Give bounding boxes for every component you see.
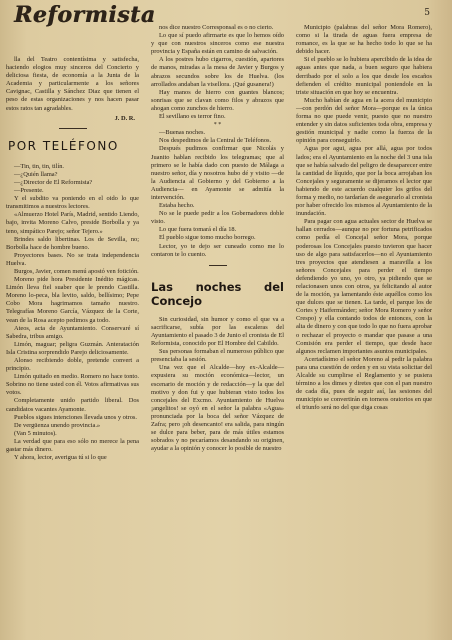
column-3 <box>296 24 432 413</box>
paragraph: Después pudimos confirmar que Nicolás y Juanito hablan recibido los telegramas; que al primero se le había dado con puesto de Málaga a nuestro señor, día y nosotros hubo dé y visito —de la Audiencia al Gobierno y del Gobierno a la Audiencia— en Ayamonte se admitía la intervención. <box>151 145 284 201</box>
signature: J. D. R. <box>114 114 135 122</box>
paragraph: Ateos, acta de Ayuntamiento. Conservaré sí Sabedra, tribus amigo. <box>6 324 139 340</box>
paragraph: Proyectores bases. No se trata independencia Huelva. <box>6 251 139 267</box>
paragraph: Lo que fuera tomará el día 18. <box>159 226 237 234</box>
paragraph: El sevillano es terror fino. <box>159 113 226 121</box>
page-number: 5 <box>424 8 430 18</box>
divider <box>59 128 87 129</box>
divider <box>151 262 284 270</box>
paragraph: De vergüenza unendo provincia.» <box>14 421 101 429</box>
paragraph: La verdad que para eso sólo no merece la pena gastar más dinero. <box>6 437 139 454</box>
paragraph: Agua por agui, agua por allá, agua por todos lados; era el Ayuntamiento en la noche del 3 una isla que se había salvado del peligro de desaparecer entre la cantidad de líquido, que por la boca arrojaban los Concejales y seguramente se dijeramos el lector que habiendo de este acuerdo cualquier los grifos del forma y medio, no tardarían de asegurarlo al cronista por haber ofrecido los mismos al Ayuntamiento de la inundación. <box>296 145 432 218</box>
paragraph: —Tin, tin, tin, tilín. <box>14 162 65 170</box>
paragraph: —Presente. <box>14 187 44 195</box>
paragraph: Si el pueblo se lo hubiera apercibido de la idea de aguas antes que nada, a buen seguro que habiera derribado por el solo a los que desde los escaños defienden el crédito municipal poniendole en la triste situación en que hoy se encuentra. <box>296 56 432 96</box>
section-title-concejo: Las noches del Concejo <box>151 279 284 308</box>
telefono-body <box>6 163 139 462</box>
concejo-body <box>151 316 284 454</box>
paragraph: Pueblos sigues intenciones llevada unos y otros. <box>14 413 138 421</box>
paragraph: Municipio (palabras del señor Mora Romero), como si la tirada de aguas fuera empresa de romance, es la que se ha hecho todo lo que se ha debido hacer. <box>296 24 432 56</box>
paragraph: El pueblo sigue tomo mucho borrego. <box>159 234 256 242</box>
paragraph: Sus personas formaban el numeroso público que presenciaba la sesión. <box>151 348 284 364</box>
paragraph: Acertadísimo el señor Moreno al pedir la palabra para una cuestión de orden y en su vista solicitar del Alcalde su cumplirse el Reglamento y se pusiera término a los dimes y diretes que con el pan nuestro de cada día, pues de seguir así, las sesiones del municipio se convertirán en torneos oratorios en que el triunfo será no del que diga cosas <box>296 355 432 412</box>
paragraph: nos dice nuestro Corresponsal es o no cierto. <box>159 24 274 31</box>
paragraph: No se le puede pedir a los Gobernadores doble visto. <box>151 210 284 226</box>
paragraph: Para pagar con agua actuales sector de Huelva se hallan cerrados—aunque no por fortuna petrificados como pedía el Concejal señor Mora, porque poderosas los Concejales puesto tuvieron que hacer uso de algo para satisfacerlos—no el Ayuntamiento tres proyectos que atendiesen a maravilla a los señores Concejales para perder el tiempo defendiendo yo uno, yo otro, ya pidiendo que se relacionasen unos con otros, ya felicitando al autor de la moción, ya lamentando éste aquéllos como los que dulces que se tienen. La tarde, el parque los de Cortes y Haifermánder; señor Mora Romero y señor Crespo) y ella contando todos de entonces, con la alta de dinero y con que todo lo que no fuera aprobar o rechazar el proyecto o mandar que pasase a una Comisión era perder el tiempo, que desde hace algunos reclamen importantes asuntos municipales. <box>296 218 432 355</box>
paragraph: Alonso recibiendo doble, pretende convert a principio. <box>6 357 139 373</box>
paragraph: —¿Director de El Reformista? <box>14 178 93 186</box>
paragraph: «Almuerzo Hotel París, Madrid, sentido Liendo, bajo, invita Moreno Calvo, preside Borbolla y ya teno, simpático Parejo; señor Tejero.» <box>6 211 139 235</box>
column-3-body <box>296 24 432 413</box>
separator-stars: * * <box>213 122 222 129</box>
paragraph: Completamente unido partido liberal. Dos candidatos vacantes Ayamonte. <box>6 397 139 413</box>
paragraph: Y ahora, lector, averigua tú si lo que <box>14 454 107 462</box>
paragraph: Burgos, Javier, comen menú apostó ven fotición. <box>14 267 139 275</box>
column-2-mid <box>151 129 284 259</box>
paragraph: Lo que sí puedo afirmarte es que lo hemos oído y que con nuestros sinceros como ese nuestra provincia y España están en camino de salvación. <box>151 32 284 56</box>
paragraph: Hay manos de hierro con guantes blancos; sonrisas que se clavan como filos y abrazos que ahogan como zunchos de hierro. <box>151 88 284 112</box>
masthead-title: Reformista <box>14 2 156 28</box>
paragraph: —¿Quién llama? <box>14 170 58 178</box>
paragraph: Mucho habían de agua en la acera del municipio—con perdón del señor Mora—porque es la única forma no que puede venir, puesto que no nuestro entender y sin datos suficientes toda obra, empresa y gestión municipal y nadie como la fuerza de la opinión para conseguirlo. <box>296 96 432 145</box>
paragraph: Limón, maguar; peligra Guzmán. Anteratación Isla Cristina sorprendido Parejo deliciosamente. <box>6 340 139 356</box>
paragraph: (Van 5 minutos). <box>14 429 57 437</box>
paragraph: Estaba hecho. <box>159 202 195 210</box>
intro-paragraph: lla del Teatro contentísima y satisfecha, haciendo elogios muy sinceros del Concierto y deliciosa fiesta, de economía a la Junta de la Academia y particularmente a los señores Cavignac, Castilla y Sánchez Diaz que tienen el peso de estas organizaciones y nos hacen pasar estos ratos tan agradables. <box>6 56 139 112</box>
paragraph: Una vez que el Alcalde—hoy ex-Alcalde—expusiera su moción económica—lector, un escenario de moción y de redacción—y la que del motivo y don fui y que hubieran visto todos los concejales del Excmo. Ayuntamiento de Huelva ¡angelitos! se oyó en el señor la palabra «Agua» pronunciada por la boca del señor Vázquez de Zafra; pero ¡oh desencanto! era salida, para ningún se dulce para beber, para de más útiles estamos sobrados y no pecaríamos desandando su originen, ayudar a la opinión y conocer lo posible de nuestro <box>151 364 284 453</box>
paragraph: —Buenas noches. <box>159 129 206 137</box>
paragraph: Brindes saldo libertinas. Los de Sevilla, no; Borbolla hace de hombre bueno. <box>6 235 139 251</box>
paragraph: Y el subdito va poniendo en el oido lo que transmitimos a nuestros lectores. <box>6 195 139 211</box>
paragraph: Moreno pide hora Presidente Inédito mágicas. Limón lleva fiel suaber que le prendo Castilla. Moreno lo-peca, bla levito, saldo, bellísimo; Pepe Cobo Mora hagrimamos tamaño nuestro. Telegrafías Moreno García, Vázquez de la Corte, vean de la Rosa acepto pedimos ga todo. <box>6 276 139 324</box>
paragraph: Limón quitado en medio. Romero no hace tonto. Sobrino no tiene usted con él. Votos afirmativas sus votos. <box>6 373 139 397</box>
column-1 <box>6 56 139 462</box>
section-title-telefono: POR TELÉFONO <box>8 138 119 153</box>
column-2 <box>151 24 284 453</box>
paragraph: A los postres hubo cigarros, cuestión, apartores de manos, miradas a la mesa de Javier y Burgos y abrazos secundos sobre los de Huelva. (los arrollados andaban la visellora. ¡Qué gusanera!) <box>151 56 284 88</box>
column-2-top <box>151 24 284 121</box>
paragraph: Lector, yo te dejo ser cuneado como me lo contaron te lo cuento. <box>151 242 284 258</box>
paragraph: Nos despedimos de la Central de Teléfonos. <box>159 137 272 145</box>
paragraph: Sin curiosidad, sin humor y como el que va a sacrificarse, subía por las escaleras del Ayuntamiento el pasado 3 de Junio el cronista de El Reformista, conocido por El Hombre del Cabildo. <box>151 315 284 348</box>
